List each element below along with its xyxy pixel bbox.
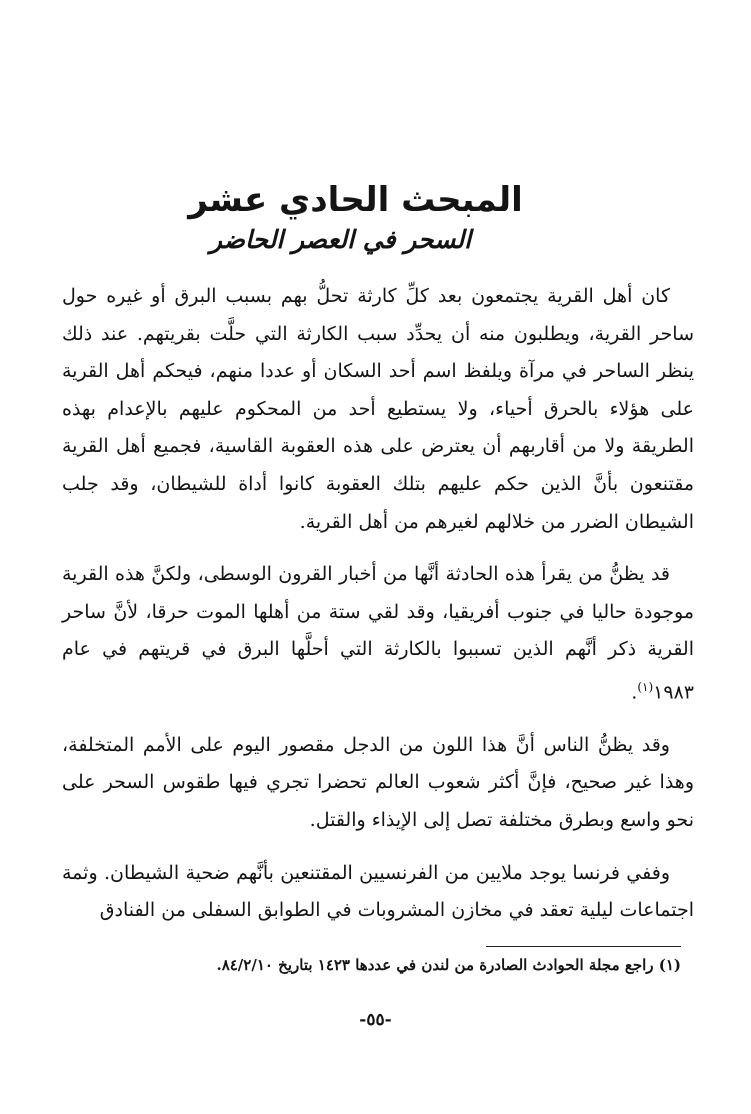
- footnote-divider: [486, 946, 681, 947]
- paragraph-4: وففي فرنسا يوجد ملايين من الفرنسيين المقتنعين بأنَّهم ضحية الشيطان. وثمة اجتماعات ليلية تعقد في مخازن المشروبات في الطوابق السفلى من الفنادق: [62, 861, 694, 922]
- paragraph-2: [62, 556, 694, 712]
- chapter-title: المبحث الحادي عشر: [188, 180, 523, 220]
- footnote-marker: (١): [637, 679, 654, 694]
- paragraph-2-end: .: [631, 681, 638, 704]
- body-text: [62, 278, 694, 930]
- chapter-subtitle: السحر في العصر الحاضر: [209, 225, 472, 254]
- paragraph-3: وقد يظنُّ الناس أنَّ هذا اللون من الدجل مقصور اليوم على الأمم المتخلفة، وهذا غير صحيح، فإنَّ أكثر شعوب العالم تحضرا تجري فيها طقوس السحر على نحو واسع وبطرق مختلفة تصل إلى الإيذاء والقتل.: [62, 733, 694, 832]
- chapter-heading: [0, 178, 751, 258]
- paragraph-1: كان أهل القرية يجتمعون بعد كلِّ كارثة تحلُّ بهم بسبب البرق أو غيره حول ساحر القرية، ويطلبون منه أن يحدِّد سبب الكارثة التي حلَّت بقريتهم. عند ذلك ينظر الساحر في مرآة ويلفظ اسم أحد السكان أو عددا منهم، فيحكم أهل القرية على هؤلاء بالحرق أحياء، ولا يستطيع أحد من المحكوم عليهم بالإعدام بهذه الطريقة ولا من أقاربهم أن يعترض على هذه العقوبة القاسية، فجميع أهل القرية مقتنعون بأنَّ الذين حكم عليهم بتلك العقوبة كانوا أداة للشيطان، وقد جلب الشيطان الضرر من خلالهم لغيرهم من أهل القرية.: [62, 285, 694, 533]
- page-number: -٥٥-: [359, 1010, 392, 1030]
- footnote: (١) راجع مجلة الحوادث الصادرة من لندن في عددها ١٤٢٣ بتاريخ ٨٤/٢/١٠.: [216, 956, 681, 974]
- paragraph-2-text: قد يظنُّ من يقرأ هذه الحادثة أنَّها من أخبار القرون الوسطى، ولكنَّ هذه القرية موجودة حاليا في جنوب أفريقيا، وقد لقي ستة من أهلها الموت حرقا، لأنَّ ساحر القرية ذكر أنَّهم الذين تسببوا بالكارثة التي أحلَّها البرق في قريتهم في عام ١٩٨٣: [62, 563, 694, 704]
